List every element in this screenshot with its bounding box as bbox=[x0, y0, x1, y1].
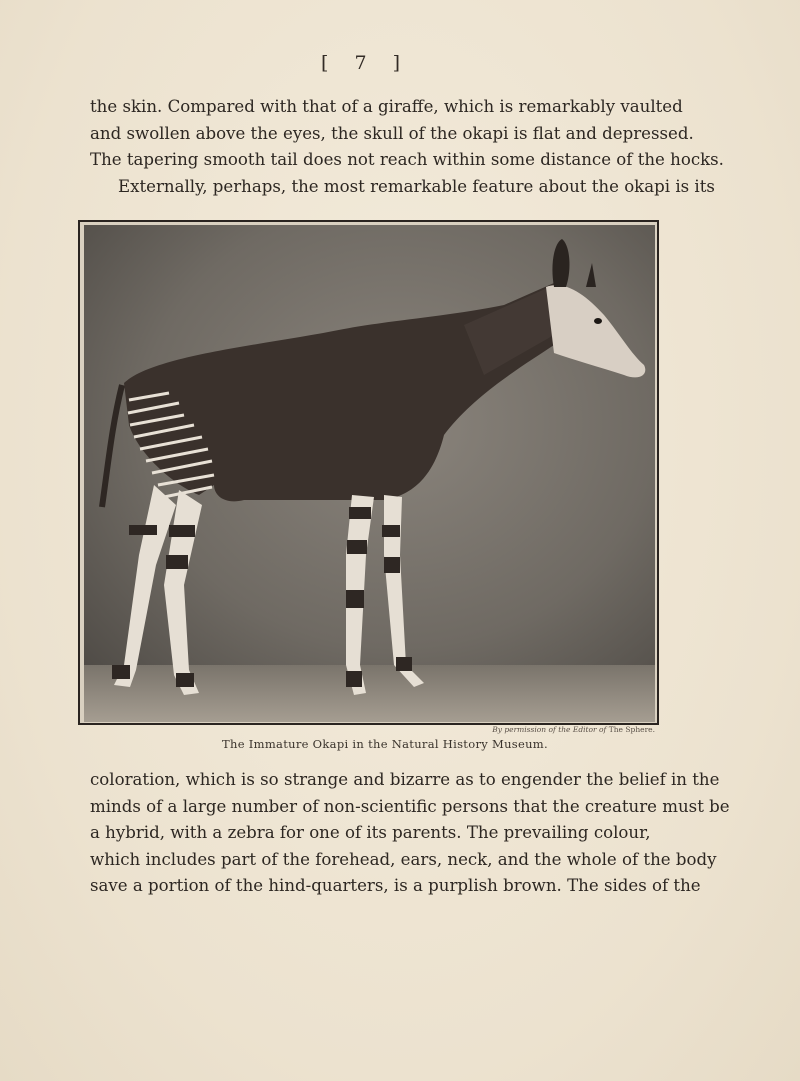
text-line: The tapering smooth tail does not reach within some distance of the hocks. bbox=[90, 150, 724, 169]
photo-credit bbox=[300, 725, 655, 734]
figure-caption: The Immature Okapi in the Natural History Museum. bbox=[222, 737, 548, 751]
text-line: and swollen above the eyes, the skull of the okapi is flat and depressed. bbox=[90, 123, 694, 143]
text-line: which includes part of the forehead, ears, neck, and the whole of the body bbox=[90, 849, 717, 869]
credit-prefix: By permission of the Editor of bbox=[492, 725, 607, 734]
paragraph-top bbox=[90, 94, 724, 200]
text-line: save a portion of the hind-quarters, is a purplish brown. The sides of the bbox=[90, 876, 701, 895]
text-line: coloration, which is so strange and bizarre as to engender the belief in the bbox=[90, 770, 720, 789]
text-line: the skin. Compared with that of a giraffe, which is remarkably vaulted bbox=[90, 97, 683, 116]
okapi-photograph bbox=[84, 225, 655, 722]
okapi-photograph-plate bbox=[78, 220, 659, 725]
credit-publication: The Sphere. bbox=[608, 725, 655, 734]
paragraph-bottom bbox=[90, 767, 730, 900]
text-line: a hybrid, with a zebra for one of its parents. The prevailing colour, bbox=[90, 823, 651, 842]
page-number: [ 7 ] bbox=[321, 52, 410, 74]
text-line: Externally, perhaps, the most remarkable feature about the okapi is its bbox=[118, 176, 715, 196]
text-line: minds of a large number of non-scientific persons that the creature must be bbox=[90, 796, 730, 816]
